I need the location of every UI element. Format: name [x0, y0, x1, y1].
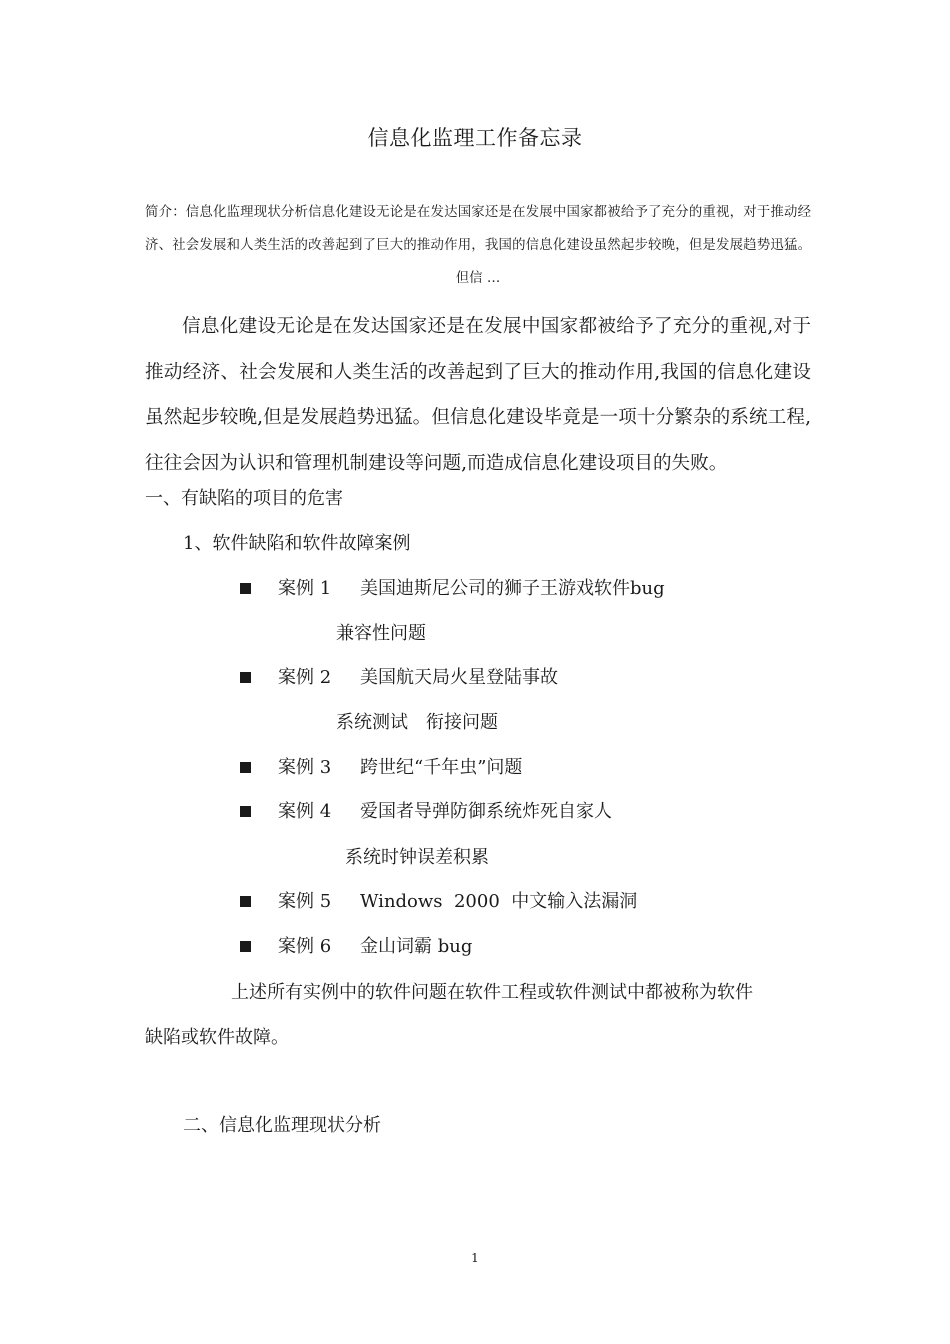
case-note: 兼容性问题	[336, 623, 426, 644]
case-label: 案例 2	[278, 667, 332, 688]
case-label: 案例 3	[278, 757, 332, 778]
case-item	[240, 935, 720, 959]
case-description: 爱国者导弹防御系统炸死自家人	[360, 801, 612, 822]
case-item	[240, 756, 720, 780]
section-heading-2: 二、信息化监理现状分析	[183, 1115, 381, 1136]
square-bullet-icon	[240, 896, 251, 907]
case-item	[240, 666, 720, 690]
subsection-heading-1: 1、软件缺陷和软件故障案例	[183, 533, 411, 554]
case-description: 跨世纪“千年虫”问题	[360, 757, 523, 778]
case-description: 美国迪斯尼公司的狮子王游戏软件bug	[360, 578, 665, 599]
case-description: Windows 2000 中文输入法漏洞	[360, 891, 638, 912]
section-heading-1: 一、有缺陷的项目的危害	[145, 488, 343, 509]
square-bullet-icon	[240, 762, 251, 773]
case-label: 案例 1	[278, 578, 332, 599]
case-label: 案例 6	[278, 936, 332, 957]
conclusion-line: 缺陷或软件故障。	[145, 1027, 289, 1048]
case-description: 美国航天局火星登陆事故	[360, 667, 558, 688]
square-bullet-icon	[240, 941, 251, 952]
document-title: 信息化监理工作备忘录	[367, 126, 583, 150]
page-number: 1	[471, 1251, 479, 1265]
case-note: 系统时钟误差积累	[345, 847, 489, 868]
document-summary: 简介：信息化监理现状分析信息化建设无论是在发达国家还是在发展中国家都被给予了充分的重视，对于推动经济、社会发展和人类生活的改善起到了巨大的推动作用，我国的信息化建设虽然起步较晚，但是发展趋势迅猛。但信 …	[145, 205, 811, 286]
case-description: 金山词霸 bug	[360, 936, 473, 957]
case-label: 案例 5	[278, 891, 332, 912]
case-item	[240, 800, 720, 824]
case-note: 系统测试 衔接问题	[336, 712, 498, 733]
case-item	[240, 890, 720, 914]
square-bullet-icon	[240, 583, 251, 594]
conclusion-line: 上述所有实例中的软件问题在软件工程或软件测试中都被称为软件	[231, 982, 753, 1003]
intro-paragraph: 信息化建设无论是在发达国家还是在发展中国家都被给予了充分的重视,对于推动经济、社会发展和人类生活的改善起到了巨大的推动作用,我国的信息化建设虽然起步较晚,但是发展趋势迅猛。但信息化建设毕竟是一项十分繁杂的系统工程,往往会因为认识和管理机制建设等问题,而造成信息化建设项目的失败。	[145, 316, 811, 474]
case-label: 案例 4	[278, 801, 332, 822]
square-bullet-icon	[240, 806, 251, 817]
square-bullet-icon	[240, 672, 251, 683]
case-item	[240, 577, 720, 601]
